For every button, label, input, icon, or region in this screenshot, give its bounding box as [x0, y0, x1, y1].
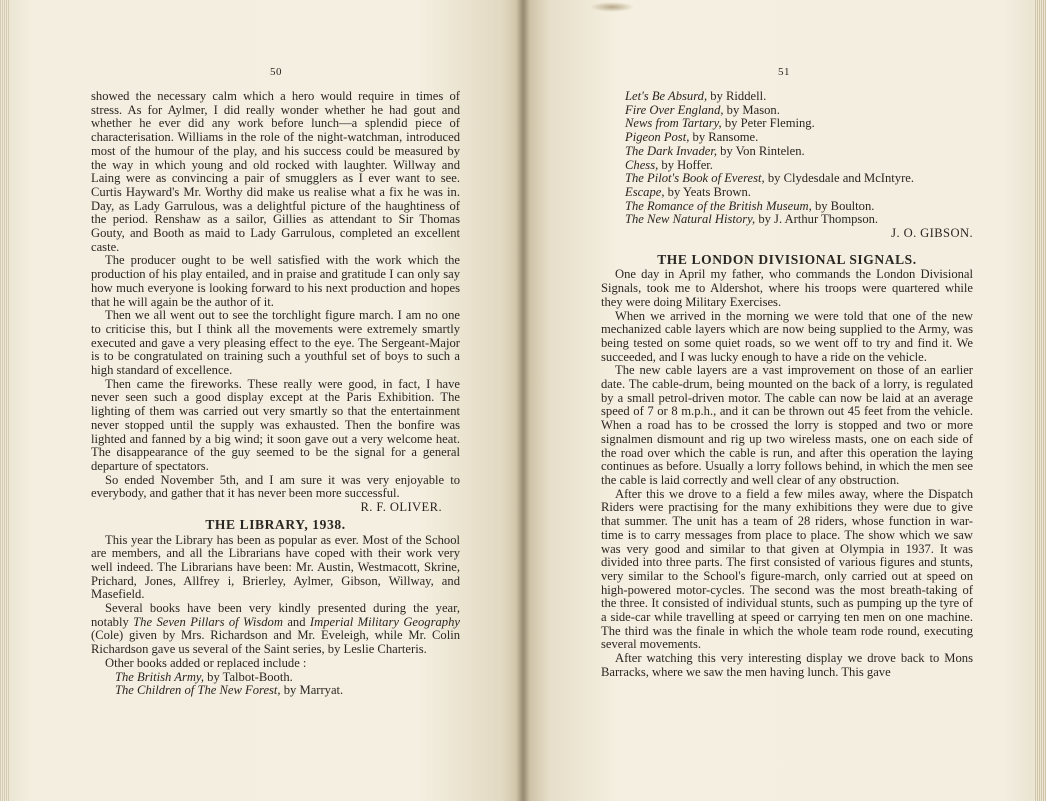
paragraph: The new cable layers are a vast improvement on those of an earlier date. The cable-drum, being mounted on the back of a lorry, is regulated by a small petrol-driven motor. The cable can now be laid at an average speed of 7 or 8 m.p.h., and it can be thrown out 45 feet from the vehicle. When a road has to be crossed the lorry is stopped and two or more signalmen dismount and rig up two wireless masts, one on each side of the road over which the cable is run, and after this operation the laying continues as before. Usually a lorry follows behind, in which the men see the cable is laid correctly and well clear of any obstruction. [601, 363, 973, 487]
book-author: by Ransome. [692, 130, 759, 145]
left-text-column [91, 90, 460, 698]
book-gutter [516, 0, 530, 801]
paragraph: After watching this very interesting display we drove back to Mons Barracks, where we saw the men having lunch. This gave [601, 651, 973, 679]
book-title: Let's Be Absurd, [625, 89, 708, 103]
paragraph: One day in April my father, who commands the London Divisional Signals, took me to Aldershot, where his troops were quartered while they were doing Military Exercises. [601, 267, 973, 309]
book-entry [625, 145, 973, 159]
book-author: by Marryat. [283, 683, 344, 698]
book-title: The Children of The New Forest, [115, 683, 281, 698]
paragraph: When we arrived in the morning we were told that one of the new mechanized cable layers which are now being supplied to the Army, was being tested on some quiet roads, so we went off to try and find it. We succeeded, and I was lucky enough to have a ride on the vehicle. [601, 308, 973, 364]
paragraph: showed the necessary calm which a hero would require in times of stress. As for Aylmer, I did really wonder whether he had gout and whether he ever did any work before lunch—a splendid piece of characterisation. Williams in the role of the night-watchman, introduced most of the humour of the play, and his success could be measured by the way in which young and old rocked with laughter. Willway and Laing were as convincing a pair of smugglers as I ever want to see. Curtis Hayward's Mr. Worthy did make us realise what a fix he was in. Day, as Lady Garrulous, was a delightful picture of the haughtiness of the period. Renshaw as a sailor, Gillies as attendant to Sir Thomas Gouty, and Booth as maid to Lady Garrulous, completed an excellent caste. [91, 89, 460, 254]
book-list [91, 671, 460, 698]
book-entry [625, 213, 973, 227]
book-entry [625, 104, 973, 118]
book-entry [625, 172, 973, 186]
page-number: 51 [778, 66, 790, 78]
paragraph [91, 602, 460, 657]
book-title: Imperial Military Geography [309, 614, 460, 629]
book-title: Fire Over England, [625, 102, 724, 117]
book-title: The Dark Invader, [625, 143, 717, 158]
book-title: The Pilot's Book of Everest, [625, 171, 765, 186]
book-title: Chess, [625, 157, 659, 172]
book-entry [115, 684, 460, 698]
book-entry [625, 117, 973, 131]
paragraph: Then came the fireworks. These really were good, in fact, I have never seen such a good display except at the Paris Exhibition. The lighting of them was carried out very smartly so that the entertainment never stopped until the supply was exhausted. Then the bonfire was lighted and fanned by a big wind; it soon gave out a very welcome heat. The disappearance of the guy seemed to be the signal for a general departure of spectators. [91, 376, 460, 473]
book-author: by Boulton. [814, 198, 875, 213]
section-heading: THE LIBRARY, 1938. [205, 516, 346, 532]
book-author: by Mason. [726, 102, 780, 117]
book-title: The British Army, [115, 669, 204, 684]
book-entry [625, 200, 973, 214]
right-text-column [601, 90, 973, 680]
book-title: The New Natural History, [625, 212, 756, 227]
right-page [523, 0, 1046, 801]
book-entry [625, 186, 973, 200]
book-author: by Hoffer. [661, 157, 713, 172]
paragraph: The producer ought to be well satisfied with the work which the production of his play entailed, and in praise and gratitude I can only say how much everyone is looking forward to his next production and hopes that he will again be the author of it. [91, 253, 460, 309]
paragraph: So ended November 5th, and I am sure it was very enjoyable to everybody, and gather that it has never been more successful. [91, 472, 460, 501]
paragraph: This year the Library has been as popular as ever. Most of the School are members, and all the Librarians have coped with their work very well indeed. The Librarians have been: Mr. Austin, Westmacott, Skrine, Prichard, Jones, Allfrey i, Brierley, Aylmer, Gibson, Willway, and Masefield. [91, 532, 460, 602]
paragraph: After this we drove to a field a few miles away, where the Dispatch Riders were practising for the many exhibitions they were due to give that summer. The unit has a team of 28 riders, whose function in war-time is to carry messages from place to place. The show which we saw was very good and similar to that given at Olympia in 1937. It was divided into three parts. The first consisted of various figures and stunts, very similar to the School's figure-march, only carried out at speed on high-powered motor-cycles. The second was the most breath-taking of the three. It consisted of individual stunts, such as pumping up the tyre of a side-car while travelling at speed or carrying ten men on one machine. The third was the finale in which the whole team rode round, executing several movements. [601, 486, 973, 652]
book-entry [115, 671, 460, 685]
book-author: by Yeats Brown. [667, 184, 751, 199]
book-entry [625, 131, 973, 145]
author-signature: R. F. OLIVER. [360, 500, 442, 515]
book-author: by Talbot-Booth. [207, 669, 293, 684]
book-title: Escape, [625, 184, 665, 199]
book-title: Pigeon Post, [625, 130, 690, 145]
text-run: (Cole) given by Mrs. Richardson and Mr. Eveleigh, while Mr. Colin Richardson gave us several of the Saint series, by Leslie Charteris. [91, 628, 460, 657]
book-author: by Peter Fleming. [724, 116, 815, 131]
page-number: 50 [270, 66, 282, 78]
author-signature: J. O. GIBSON. [891, 226, 973, 241]
book-author: by Clydesdale and McIntyre. [767, 171, 915, 186]
paper-stain [590, 2, 634, 12]
book-title: News from Tartary, [625, 116, 722, 131]
text-run: Several books have been very kindly presented during the year, notably [91, 601, 460, 629]
book-author: by Riddell. [710, 89, 767, 103]
book-title: The Seven Pillars of Wisdom [133, 614, 283, 629]
page-edges [0, 0, 10, 801]
book-author: by Von Rintelen. [720, 143, 805, 158]
page-edges [1034, 0, 1046, 801]
book-entry [625, 90, 973, 104]
book-entry [625, 159, 973, 173]
paragraph: Other books added or replaced include : [105, 655, 307, 670]
text-run: and [287, 614, 306, 629]
book-title: The Romance of the British Museum, [625, 198, 812, 213]
book-list [601, 90, 973, 227]
book-author: by J. Arthur Thompson. [758, 212, 879, 227]
paragraph: Then we all went out to see the torchlight figure march. I am no one to criticise this, but I think all the movements were extremely smartly executed and gave a very pleasing effect to the eye. The Sergeant-Major is to be congratulated on training such a youthful set of boys to such a high standard of excellence. [91, 308, 460, 378]
section-heading: THE LONDON DIVISIONAL SIGNALS. [657, 251, 917, 267]
